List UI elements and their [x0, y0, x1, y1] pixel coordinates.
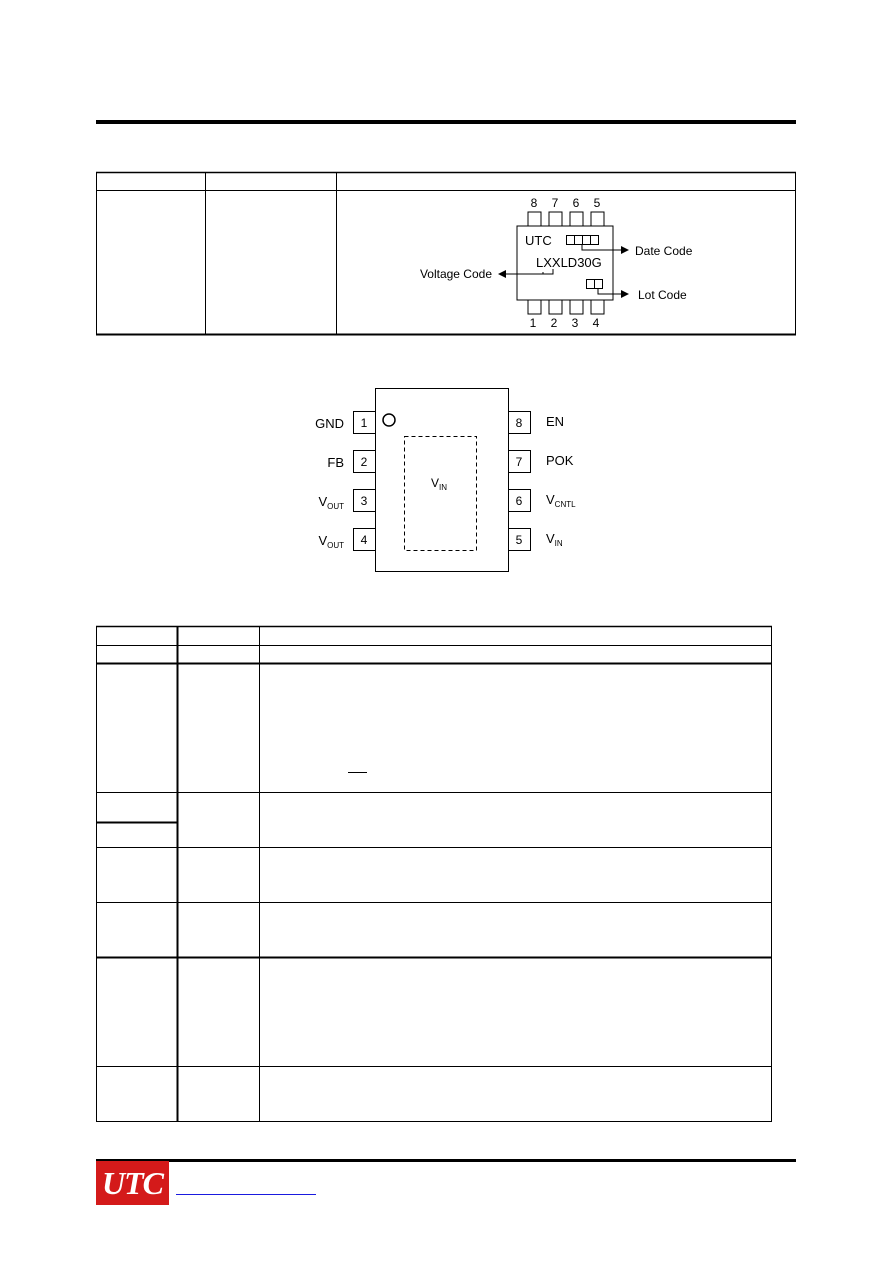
pin-label-pok: POK [546, 453, 574, 468]
pin-number: 6 [515, 494, 523, 508]
bottom-pin-label: 4 [592, 316, 600, 330]
bottom-pin-label: 2 [550, 316, 558, 330]
pin-number: 3 [360, 494, 368, 508]
pad-label: $V_{IN}$ [431, 476, 448, 492]
pin-label-vout: $V_{OUT}$ [318, 494, 344, 511]
pin-number: 4 [360, 533, 368, 547]
pin-number: 7 [515, 455, 523, 469]
pin-label-fb: FB [327, 455, 344, 470]
pin-label-vout: $V_{OUT}$ [318, 533, 344, 550]
pin-number: 8 [515, 416, 523, 430]
top-pin-label: 6 [572, 196, 580, 210]
top-pin-label: 8 [530, 196, 538, 210]
pin-label-gnd: GND [315, 416, 344, 431]
utc-logo: UTC [96, 1161, 169, 1205]
footer-rule [96, 1159, 796, 1162]
bottom-pin-label: 1 [529, 316, 537, 330]
marking-part: LXXLD30G [536, 255, 602, 270]
date-code-label: Date Code [635, 244, 693, 258]
pin-label-vcntl: $V_{CNTL}$ [546, 492, 576, 509]
marking-brand: UTC [525, 233, 552, 248]
pin-number: 5 [515, 533, 523, 547]
pin-label-en: EN [546, 414, 565, 429]
pin-number: 2 [360, 455, 368, 469]
website-link[interactable] [176, 1194, 316, 1195]
pin-number: 1 [360, 416, 368, 430]
lot-code-label: Lot Code [638, 288, 687, 302]
bottom-pin-label: 3 [571, 316, 579, 330]
top-pin-label: 5 [593, 196, 601, 210]
voltage-code-label: Voltage Code [419, 267, 492, 281]
top-pin-label: 7 [551, 196, 559, 210]
pin-label-vin: $V_{IN}$ [546, 531, 563, 548]
